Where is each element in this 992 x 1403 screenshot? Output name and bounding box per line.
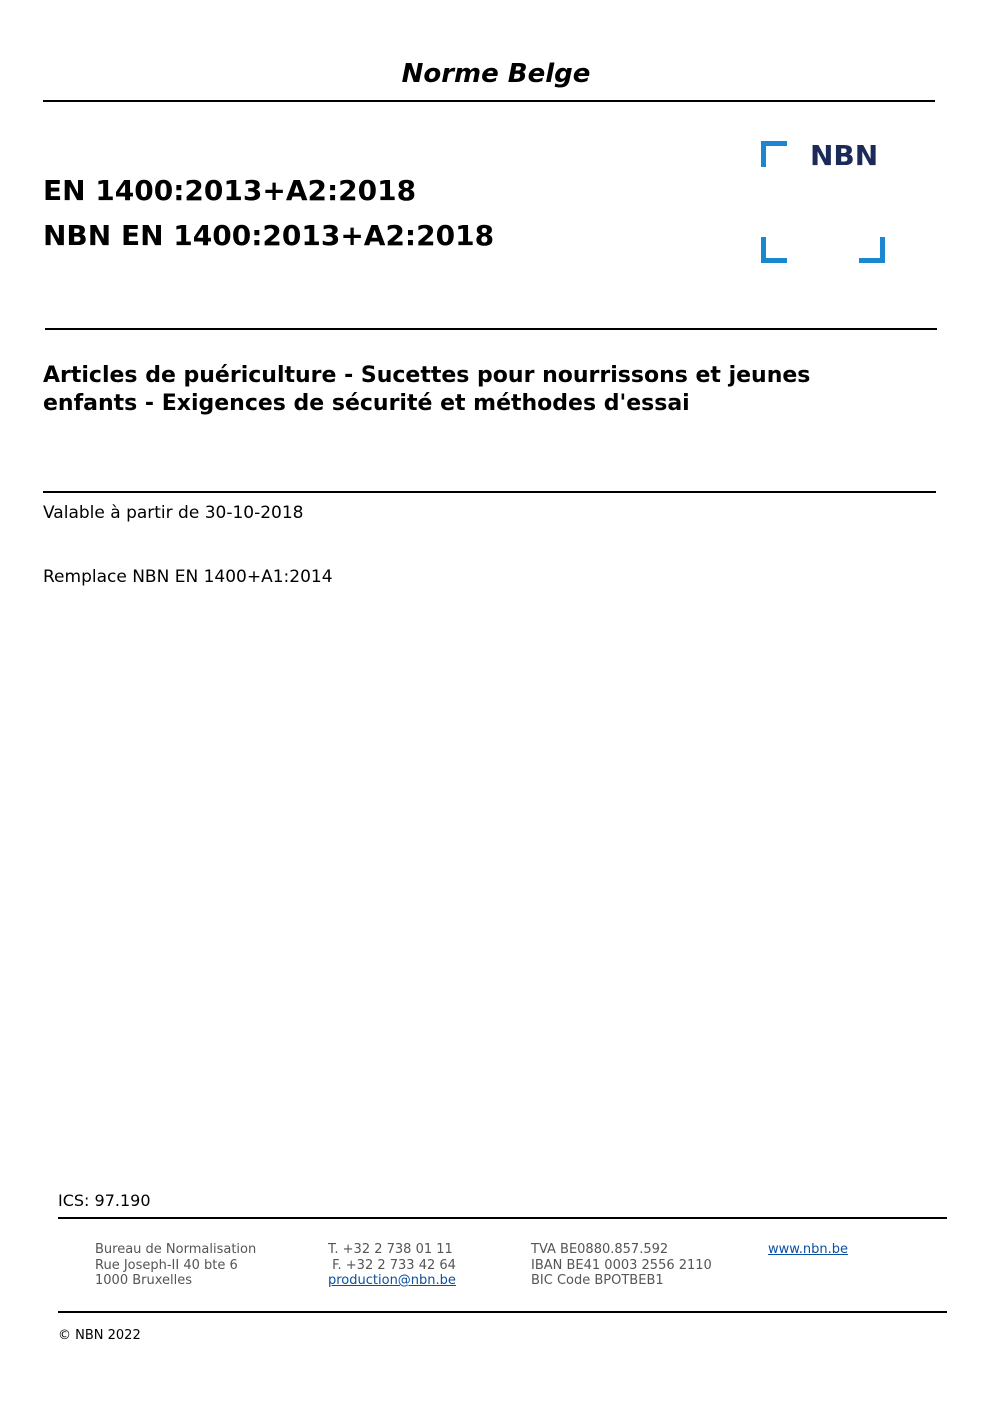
footer-bic: BIC Code BPOTBEB1 <box>531 1273 664 1288</box>
footer-email-link[interactable]: production@nbn.be <box>328 1273 456 1288</box>
footer-phone: T. +32 2 738 01 11 <box>328 1242 453 1257</box>
standard-code-nbn: NBN EN 1400:2013+A2:2018 <box>43 219 495 252</box>
copyright-text: © NBN 2022 <box>58 1328 141 1343</box>
document-title <box>43 362 923 418</box>
footer-contact <box>328 1242 456 1289</box>
footer-address-line: 1000 Bruxelles <box>95 1273 193 1288</box>
footer-bottom-divider <box>58 1311 947 1313</box>
footer-address <box>95 1242 256 1289</box>
title-divider <box>43 491 936 493</box>
footer-iban: IBAN BE41 0003 2556 2110 <box>531 1257 712 1273</box>
nbn-logo-text: NBN <box>810 140 879 172</box>
footer-address-line: Rue Joseph-II 40 bte 6 <box>95 1257 238 1273</box>
footer-vat: TVA BE0880.857.592 <box>531 1242 669 1257</box>
valid-from-text: Valable à partir de 30-10-2018 <box>43 503 304 523</box>
standard-code-en: EN 1400:2013+A2:2018 <box>43 174 417 207</box>
page-header-title: Norme Belge <box>401 59 591 89</box>
footer-address-line: Bureau de Normalisation <box>95 1242 257 1257</box>
footer-top-divider <box>58 1217 947 1219</box>
document-title-line-1: Articles de puériculture - Sucettes pour nourrissons et jeunes <box>43 363 811 388</box>
footer-bank <box>531 1242 712 1289</box>
footer-website-link[interactable]: www.nbn.be <box>768 1242 848 1257</box>
ics-code: ICS: 97.190 <box>58 1191 151 1210</box>
header-divider <box>43 100 935 102</box>
nbn-logo <box>760 140 886 264</box>
code-divider <box>45 328 937 330</box>
document-title-line-2: enfants - Exigences de sécurité et méthodes d'essai <box>43 391 690 416</box>
footer-web <box>768 1242 848 1258</box>
replaces-text: Remplace NBN EN 1400+A1:2014 <box>43 567 333 587</box>
footer-fax: F. +32 2 733 42 64 <box>328 1257 456 1273</box>
